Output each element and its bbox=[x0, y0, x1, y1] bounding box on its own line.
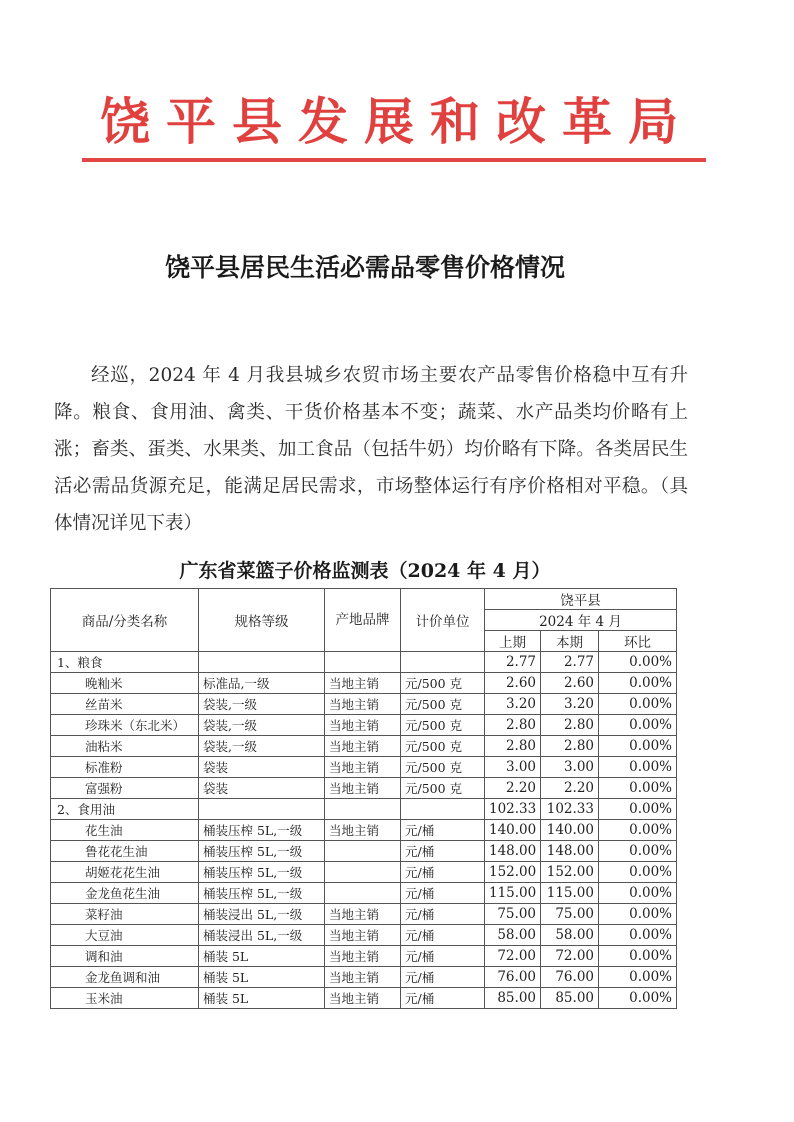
cell-curr: 76.00 bbox=[541, 967, 599, 988]
cell-origin bbox=[325, 652, 401, 673]
header-ratio: 环比 bbox=[599, 631, 677, 652]
cell-curr: 85.00 bbox=[541, 988, 599, 1009]
table-title: 广东省菜篮子价格监测表（2024 年 4 月） bbox=[179, 560, 551, 582]
cell-prev: 76.00 bbox=[485, 967, 541, 988]
header-period: 2024 年 4 月 bbox=[485, 610, 677, 631]
cell-ratio: 0.00% bbox=[599, 778, 677, 799]
cell-prev: 140.00 bbox=[485, 820, 541, 841]
cell-spec: 桶装浸出 5L,一级 bbox=[199, 904, 325, 925]
cell-spec: 标准品,一级 bbox=[199, 673, 325, 694]
cell-curr: 2.80 bbox=[541, 715, 599, 736]
cell-curr: 75.00 bbox=[541, 904, 599, 925]
letterhead-rule bbox=[82, 158, 706, 162]
cell-origin: 当地主销 bbox=[325, 820, 401, 841]
cell-unit: 元/桶 bbox=[401, 820, 485, 841]
cell-unit: 元/500 克 bbox=[401, 757, 485, 778]
cell-unit: 元/桶 bbox=[401, 988, 485, 1009]
cell-spec bbox=[199, 652, 325, 673]
cell-spec: 桶装 5L bbox=[199, 946, 325, 967]
letterhead-title: 饶平县发展和改革局 bbox=[100, 93, 694, 151]
cell-unit: 元/桶 bbox=[401, 883, 485, 904]
cell-spec: 袋装,一级 bbox=[199, 694, 325, 715]
cell-curr: 115.00 bbox=[541, 883, 599, 904]
cell-name: 花生油 bbox=[51, 820, 199, 841]
header-origin: 产地品牌 bbox=[325, 589, 401, 652]
cell-ratio: 0.00% bbox=[599, 694, 677, 715]
cell-origin bbox=[325, 883, 401, 904]
cell-spec: 桶装 5L bbox=[199, 988, 325, 1009]
cell-ratio: 0.00% bbox=[599, 736, 677, 757]
cell-prev: 152.00 bbox=[485, 862, 541, 883]
cell-name: 标准粉 bbox=[51, 757, 199, 778]
cell-origin: 当地主销 bbox=[325, 778, 401, 799]
cell-curr: 2.20 bbox=[541, 778, 599, 799]
header-curr: 本期 bbox=[541, 631, 599, 652]
cell-name: 富强粉 bbox=[51, 778, 199, 799]
cell-name: 1、粮食 bbox=[51, 652, 199, 673]
table-row bbox=[51, 904, 677, 925]
cell-spec: 袋装,一级 bbox=[199, 715, 325, 736]
cell-spec: 桶装压榨 5L,一级 bbox=[199, 862, 325, 883]
cell-unit: 元/500 克 bbox=[401, 694, 485, 715]
cell-name: 金龙鱼调和油 bbox=[51, 967, 199, 988]
cell-spec bbox=[199, 799, 325, 820]
table-row bbox=[51, 778, 677, 799]
cell-ratio: 0.00% bbox=[599, 673, 677, 694]
cell-unit: 元/桶 bbox=[401, 967, 485, 988]
price-table-body bbox=[51, 652, 677, 1009]
cell-spec: 袋装,一级 bbox=[199, 736, 325, 757]
cell-curr: 2.60 bbox=[541, 673, 599, 694]
table-row bbox=[51, 862, 677, 883]
table-row bbox=[51, 841, 677, 862]
cell-spec: 桶装压榨 5L,一级 bbox=[199, 841, 325, 862]
category-row bbox=[51, 799, 677, 820]
cell-name: 大豆油 bbox=[51, 925, 199, 946]
cell-unit: 元/桶 bbox=[401, 841, 485, 862]
cell-origin bbox=[325, 841, 401, 862]
cell-ratio: 0.00% bbox=[599, 904, 677, 925]
table-row bbox=[51, 694, 677, 715]
table-row bbox=[51, 946, 677, 967]
header-prev: 上期 bbox=[485, 631, 541, 652]
cell-curr: 148.00 bbox=[541, 841, 599, 862]
cell-curr: 152.00 bbox=[541, 862, 599, 883]
cell-ratio: 0.00% bbox=[599, 883, 677, 904]
cell-ratio: 0.00% bbox=[599, 988, 677, 1009]
table-row bbox=[51, 883, 677, 904]
cell-origin: 当地主销 bbox=[325, 988, 401, 1009]
cell-name: 调和油 bbox=[51, 946, 199, 967]
cell-prev: 2.20 bbox=[485, 778, 541, 799]
cell-name: 金龙鱼花生油 bbox=[51, 883, 199, 904]
cell-ratio: 0.00% bbox=[599, 820, 677, 841]
cell-name: 珍珠米（东北米） bbox=[51, 715, 199, 736]
price-table bbox=[50, 588, 677, 1009]
cell-prev: 3.20 bbox=[485, 694, 541, 715]
cell-ratio: 0.00% bbox=[599, 967, 677, 988]
cell-ratio: 0.00% bbox=[599, 925, 677, 946]
cell-spec: 袋装 bbox=[199, 778, 325, 799]
cell-prev: 3.00 bbox=[485, 757, 541, 778]
cell-prev: 148.00 bbox=[485, 841, 541, 862]
cell-curr: 72.00 bbox=[541, 946, 599, 967]
cell-origin: 当地主销 bbox=[325, 715, 401, 736]
header-unit: 计价单位 bbox=[401, 589, 485, 652]
cell-name: 2、食用油 bbox=[51, 799, 199, 820]
cell-spec: 桶装压榨 5L,一级 bbox=[199, 820, 325, 841]
table-row bbox=[51, 820, 677, 841]
table-row bbox=[51, 967, 677, 988]
cell-name: 胡姬花花生油 bbox=[51, 862, 199, 883]
cell-curr: 140.00 bbox=[541, 820, 599, 841]
cell-ratio: 0.00% bbox=[599, 799, 677, 820]
cell-prev: 2.77 bbox=[485, 652, 541, 673]
cell-unit: 元/500 克 bbox=[401, 715, 485, 736]
cell-unit bbox=[401, 652, 485, 673]
cell-name: 油粘米 bbox=[51, 736, 199, 757]
cell-prev: 115.00 bbox=[485, 883, 541, 904]
table-row bbox=[51, 715, 677, 736]
cell-spec: 桶装浸出 5L,一级 bbox=[199, 925, 325, 946]
cell-unit: 元/500 克 bbox=[401, 673, 485, 694]
cell-spec: 桶装压榨 5L,一级 bbox=[199, 883, 325, 904]
cell-curr: 58.00 bbox=[541, 925, 599, 946]
cell-ratio: 0.00% bbox=[599, 862, 677, 883]
table-row bbox=[51, 925, 677, 946]
header-spec: 规格等级 bbox=[199, 589, 325, 652]
table-row bbox=[51, 673, 677, 694]
table-row bbox=[51, 736, 677, 757]
cell-origin: 当地主销 bbox=[325, 694, 401, 715]
cell-name: 玉米油 bbox=[51, 988, 199, 1009]
cell-name: 丝苗米 bbox=[51, 694, 199, 715]
cell-unit: 元/500 克 bbox=[401, 778, 485, 799]
cell-prev: 72.00 bbox=[485, 946, 541, 967]
cell-name: 鲁花花生油 bbox=[51, 841, 199, 862]
cell-spec: 袋装 bbox=[199, 757, 325, 778]
cell-origin: 当地主销 bbox=[325, 673, 401, 694]
cell-prev: 102.33 bbox=[485, 799, 541, 820]
cell-unit: 元/桶 bbox=[401, 946, 485, 967]
cell-unit: 元/500 克 bbox=[401, 736, 485, 757]
cell-prev: 2.80 bbox=[485, 736, 541, 757]
cell-origin: 当地主销 bbox=[325, 904, 401, 925]
cell-name: 晚籼米 bbox=[51, 673, 199, 694]
cell-curr: 3.20 bbox=[541, 694, 599, 715]
cell-ratio: 0.00% bbox=[599, 715, 677, 736]
document-title: 饶平县居民生活必需品零售价格情况 bbox=[164, 253, 565, 282]
cell-prev: 58.00 bbox=[485, 925, 541, 946]
cell-origin: 当地主销 bbox=[325, 757, 401, 778]
cell-prev: 2.80 bbox=[485, 715, 541, 736]
cell-unit bbox=[401, 799, 485, 820]
cell-unit: 元/桶 bbox=[401, 925, 485, 946]
cell-curr: 2.77 bbox=[541, 652, 599, 673]
cell-origin bbox=[325, 862, 401, 883]
cell-curr: 3.00 bbox=[541, 757, 599, 778]
cell-curr: 102.33 bbox=[541, 799, 599, 820]
category-row bbox=[51, 652, 677, 673]
cell-prev: 85.00 bbox=[485, 988, 541, 1009]
cell-prev: 75.00 bbox=[485, 904, 541, 925]
cell-ratio: 0.00% bbox=[599, 946, 677, 967]
cell-curr: 2.80 bbox=[541, 736, 599, 757]
cell-ratio: 0.00% bbox=[599, 652, 677, 673]
cell-origin: 当地主销 bbox=[325, 946, 401, 967]
cell-ratio: 0.00% bbox=[599, 757, 677, 778]
cell-origin: 当地主销 bbox=[325, 967, 401, 988]
cell-prev: 2.60 bbox=[485, 673, 541, 694]
cell-name: 菜籽油 bbox=[51, 904, 199, 925]
header-region: 饶平县 bbox=[485, 589, 677, 610]
cell-origin: 当地主销 bbox=[325, 925, 401, 946]
cell-origin bbox=[325, 799, 401, 820]
cell-spec: 桶装 5L bbox=[199, 967, 325, 988]
cell-origin: 当地主销 bbox=[325, 736, 401, 757]
cell-unit: 元/桶 bbox=[401, 862, 485, 883]
cell-unit: 元/桶 bbox=[401, 904, 485, 925]
intro-paragraph: 经巡，2024 年 4 月我县城乡农贸市场主要农产品零售价格稳中互有升降。粮食、食用油、禽类、干货价格基本不变；蔬菜、水产品类均价略有上涨；畜类、蛋类、水果类、加工食品（包括牛奶）均价略有下降。各类居民生活必需品货源充足，能满足居民需求，市场整体运行有序价格相对平稳。（具体情况详见下表） bbox=[54, 364, 688, 534]
table-row bbox=[51, 757, 677, 778]
header-name: 商品/分类名称 bbox=[51, 589, 199, 652]
cell-ratio: 0.00% bbox=[599, 841, 677, 862]
table-row bbox=[51, 988, 677, 1009]
